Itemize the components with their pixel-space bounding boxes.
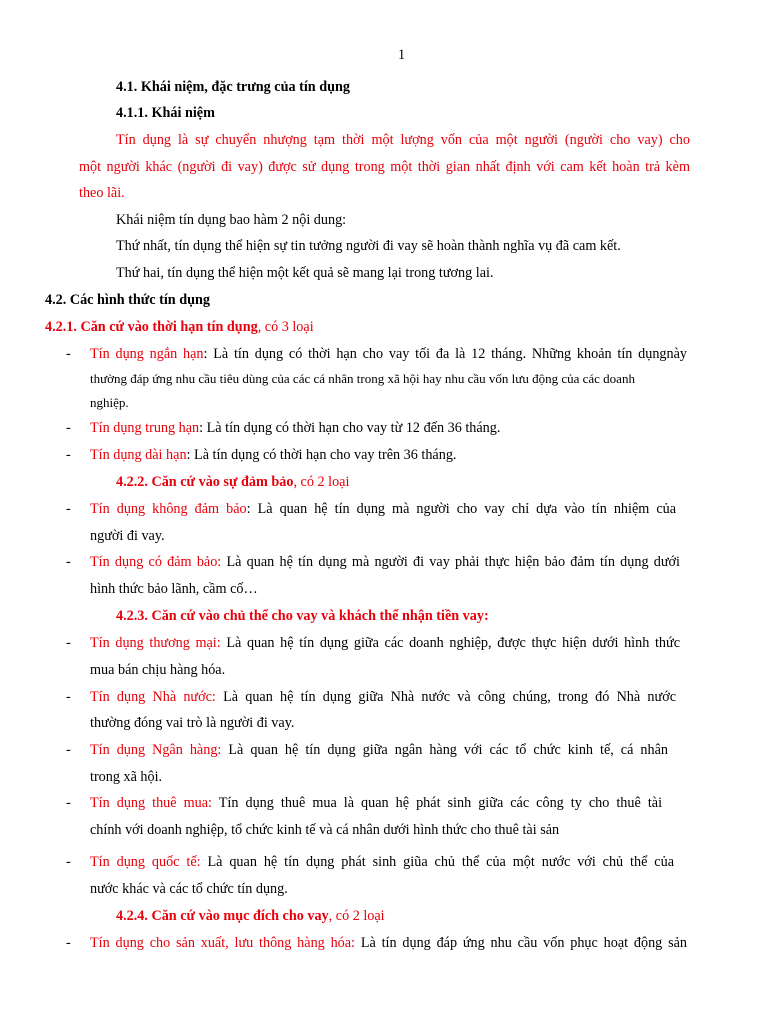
desc-line: Là quan hệ tín dụng mà người đi vay phải thực hiện bảo đảm tín dụng dưới bbox=[221, 554, 680, 570]
list-item-unsecured bbox=[90, 500, 676, 518]
desc-line: Là quan hệ tín dụng giữa các doanh nghiệp, được thực hiện dưới hình thức bbox=[220, 635, 680, 651]
list-item-bank bbox=[90, 741, 668, 759]
desc-line: Là quan hệ tín dụng giữa ngân hàng với các tổ chức kinh tế, cá nhân bbox=[221, 742, 668, 758]
section-4-2-1-title: 4.2.1. Căn cứ vào thời hạn tín dụng bbox=[45, 319, 258, 335]
list-item-short-term bbox=[90, 345, 687, 363]
list-bullet: - bbox=[66, 795, 71, 811]
list-item-leasing-cont: chính với doanh nghiệp, tổ chức kinh tế và cá nhân dưới hình thức cho thuê tài sản bbox=[90, 822, 560, 838]
list-bullet: - bbox=[66, 346, 71, 362]
term-medium-term: Tín dụng trung hạn bbox=[90, 420, 200, 436]
desc-line: : Là tín dụng có thời hạn cho vay tối đa là 12 tháng. Những khoản tín dụngnày bbox=[203, 346, 688, 362]
list-item-commercial bbox=[90, 634, 680, 652]
term-production: Tín dụng cho sản xuất, lưu thông hàng hóa: bbox=[90, 935, 355, 951]
list-item-unsecured-cont: người đi vay. bbox=[90, 528, 165, 544]
term-bank: Tín dụng Ngân hàng: bbox=[90, 742, 222, 758]
list-item-state-cont: thường đóng vai trò là người đi vay. bbox=[90, 715, 295, 731]
desc-line: : Là tín dụng có thời hạn cho vay từ 12 đến 36 tháng. bbox=[199, 420, 501, 436]
desc-line: Là tín dụng đáp ứng nhu cầu vốn phục hoạt động sản bbox=[355, 935, 687, 951]
section-4-2-4-title: 4.2.4. Căn cứ vào mục đích cho vay bbox=[116, 908, 329, 924]
concept-intro: Khái niệm tín dụng bao hàm 2 nội dung: bbox=[116, 212, 347, 228]
list-item-bank-cont: trong xã hội. bbox=[90, 769, 163, 785]
list-item-secured bbox=[90, 553, 680, 571]
heading-4-1: 4.1. Khái niệm, đặc trưng của tín dụng bbox=[116, 79, 350, 95]
list-item-international bbox=[90, 853, 674, 871]
section-4-2-1-suffix: , có 3 loại bbox=[257, 319, 314, 335]
list-item-production bbox=[90, 934, 687, 952]
term-international: Tín dụng quốc tế: bbox=[90, 854, 201, 870]
list-bullet: - bbox=[66, 635, 71, 651]
list-item-short-term-cont-1: thường đáp ứng nhu cầu tiêu dùng của các cá nhân trong xã hội hay nhu cầu vốn lưu động của các doanh bbox=[90, 371, 635, 386]
list-bullet: - bbox=[66, 689, 71, 705]
desc-line: : Là quan hệ tín dụng mà người cho vay chỉ dựa vào tín nhiệm của bbox=[246, 501, 677, 517]
section-4-2-2-title: 4.2.2. Căn cứ vào sự đảm bảo bbox=[116, 474, 294, 490]
page-number: 1 bbox=[398, 47, 406, 63]
list-bullet: - bbox=[66, 420, 71, 436]
heading-4-1-1: 4.1.1. Khái niệm bbox=[116, 105, 215, 121]
term-state: Tín dụng Nhà nước: bbox=[90, 689, 216, 705]
desc-line: Tín dụng thuê mua là quan hệ phát sinh giữa các công ty cho thuê tài bbox=[211, 795, 663, 811]
list-item-leasing bbox=[90, 794, 662, 812]
term-secured: Tín dụng có đảm bảo: bbox=[90, 554, 222, 570]
list-bullet: - bbox=[66, 742, 71, 758]
term-long-term: Tín dụng dài hạn bbox=[90, 447, 187, 463]
section-4-2-4-suffix: , có 2 loại bbox=[328, 908, 385, 924]
list-item-long-term bbox=[90, 446, 456, 464]
concept-first: Thứ nhất, tín dụng thể hiện sự tin tưởng người đi vay sẽ hoàn thành nghĩa vụ đã cam kết. bbox=[116, 238, 621, 254]
section-4-2-3-title: 4.2.3. Căn cứ vào chủ thể cho vay và khách thể nhận tiền vay: bbox=[116, 608, 489, 624]
list-bullet: - bbox=[66, 935, 71, 951]
desc-line: Là quan hệ tín dụng giữa Nhà nước và công chúng, trong đó Nhà nước bbox=[215, 689, 676, 705]
desc-line: : Là tín dụng có thời hạn cho vay trên 36 tháng. bbox=[186, 447, 457, 463]
list-bullet: - bbox=[66, 447, 71, 463]
term-unsecured: Tín dụng không đảm bảo bbox=[90, 501, 247, 517]
section-4-2-2-suffix: , có 2 loại bbox=[293, 474, 350, 490]
list-item-secured-cont: hình thức bảo lãnh, cầm cố… bbox=[90, 581, 258, 597]
list-item-short-term-cont-2: nghiệp. bbox=[90, 395, 129, 410]
definition-line-3: theo lãi. bbox=[79, 185, 125, 201]
term-commercial: Tín dụng thương mại: bbox=[90, 635, 221, 651]
concept-second: Thứ hai, tín dụng thể hiện một kết quả sẽ mang lại trong tương lai. bbox=[116, 265, 494, 281]
list-item-state bbox=[90, 688, 676, 706]
term-short-term: Tín dụng ngắn hạn bbox=[90, 346, 204, 362]
list-item-international-cont: nước khác và các tổ chức tín dụng. bbox=[90, 881, 288, 897]
section-4-2-1-heading bbox=[45, 318, 314, 336]
desc-line: Là quan hệ tín dụng phát sinh giũa chủ thể của một nước với chủ thể của bbox=[200, 854, 674, 870]
list-bullet: - bbox=[66, 554, 71, 570]
list-item-medium-term bbox=[90, 419, 500, 437]
list-bullet: - bbox=[66, 501, 71, 517]
section-4-2-2-heading bbox=[116, 473, 349, 491]
term-leasing: Tín dụng thuê mua: bbox=[90, 795, 212, 811]
definition-line-1: Tín dụng là sự chuyển nhượng tạm thời một lượng vốn của một người (người cho vay) cho bbox=[116, 132, 690, 148]
list-item-commercial-cont: mua bán chịu hàng hóa. bbox=[90, 662, 226, 678]
definition-line-2: một người khác (người đi vay) được sử dụng trong một thời gian nhất định với cam kết hoàn trả kèm bbox=[79, 159, 690, 175]
list-bullet: - bbox=[66, 854, 71, 870]
section-4-2-4-heading bbox=[116, 907, 385, 925]
heading-4-2: 4.2. Các hình thức tín dụng bbox=[45, 292, 211, 308]
